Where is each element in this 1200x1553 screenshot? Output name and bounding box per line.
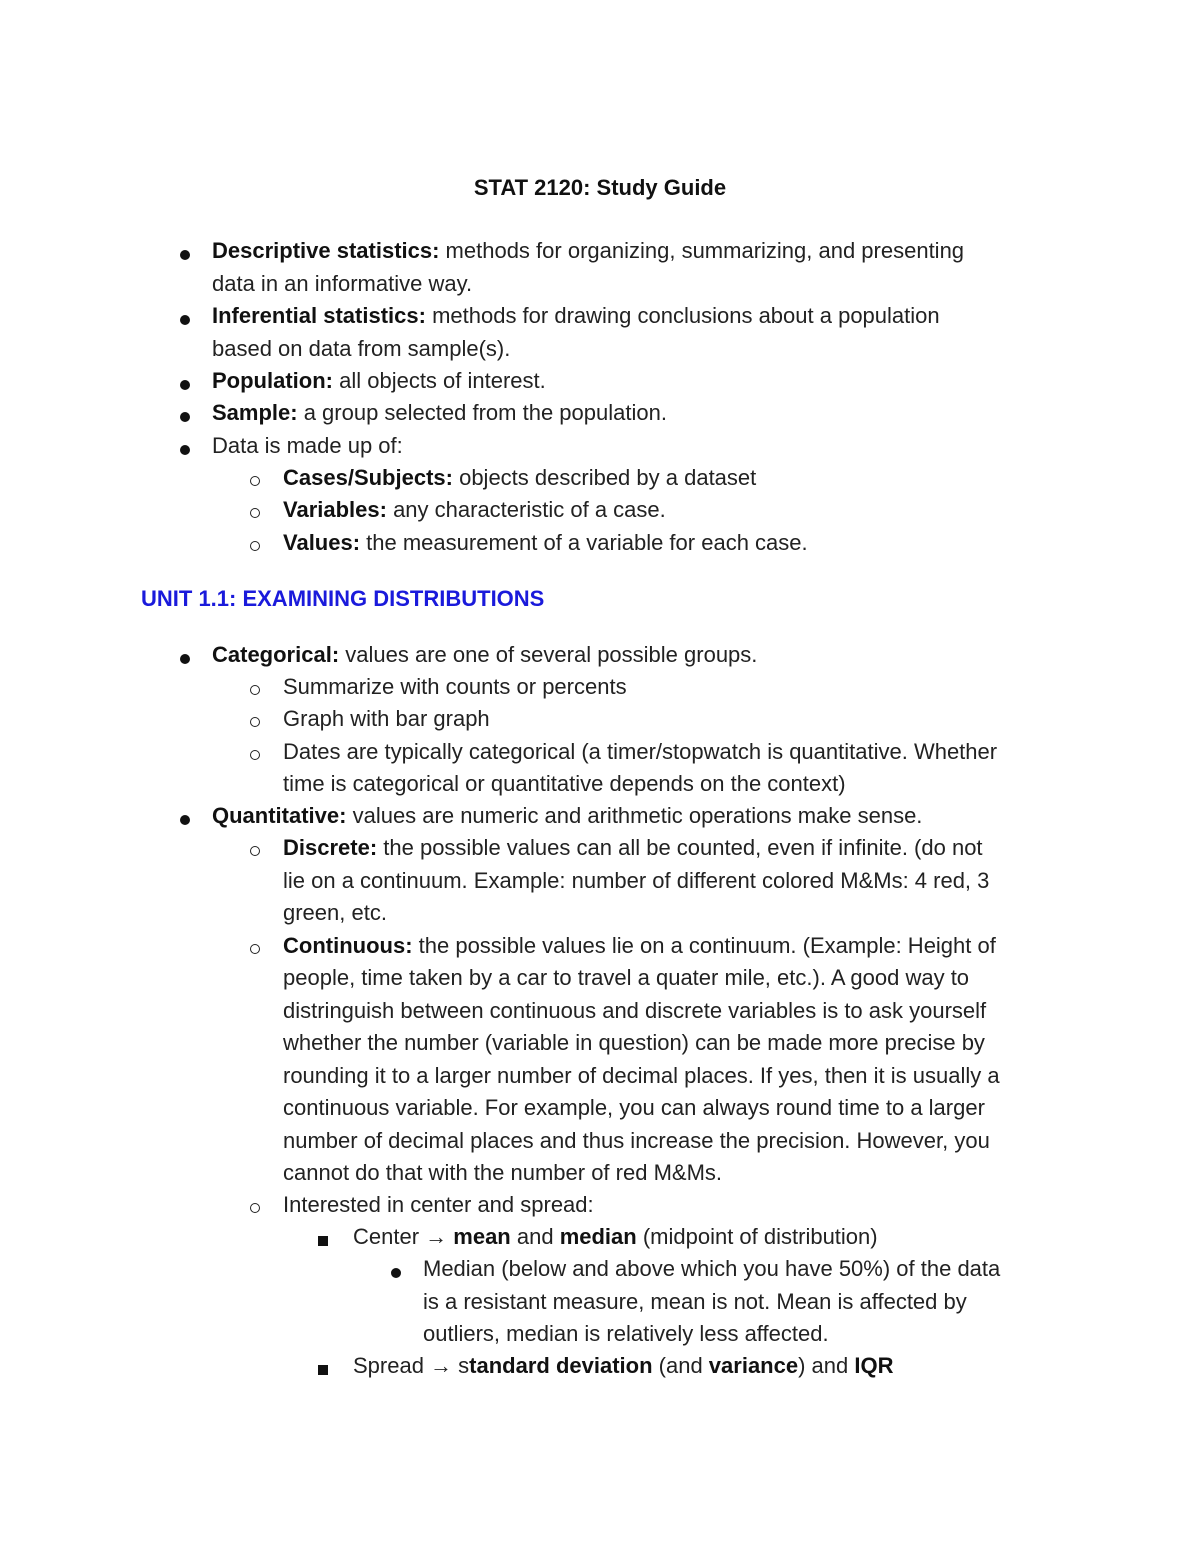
list-item-data-made-up: Data is made up of: (212, 433, 403, 458)
list-item-graph: Graph with bar graph (283, 706, 490, 731)
list-item-descriptive (212, 235, 964, 268)
definition-text: all objects of interest. (332, 368, 546, 393)
bullet-circle-icon (250, 685, 260, 695)
list-item-continuation: rounding it to a larger number of decimal places. If yes, then it is usually a (283, 1063, 1000, 1088)
list-item-interested: Interested in center and spread: (283, 1192, 594, 1217)
list-item-continuation: whether the number (variable in question) can be made more precise by (283, 1030, 985, 1055)
definition-text: methods for organizing, summarizing, and presenting (439, 238, 965, 263)
list-item-values (283, 527, 808, 560)
definition-text: objects described by a dataset (452, 465, 757, 490)
term-standard-deviation: tandard deviation (469, 1353, 653, 1378)
definition-text: the possible values can all be counted, even if infinite. (do not (377, 835, 983, 860)
term-label: Values: (283, 530, 361, 555)
bullet-circle-icon (250, 508, 260, 518)
bullet-dot-icon (180, 654, 190, 664)
definition-text: any characteristic of a case. (386, 497, 666, 522)
list-item-continuation: is a resistant measure, mean is not. Mean is affected by (423, 1289, 967, 1314)
list-item-inferential (212, 300, 940, 333)
list-item-continuation: distringuish between continuous and discrete variables is to ask yourself (283, 998, 987, 1023)
bullet-circle-icon (250, 846, 260, 856)
spread-prefix: Spread → s (353, 1353, 470, 1378)
term-label: Cases/Subjects: (283, 465, 453, 490)
list-item-center (353, 1221, 878, 1254)
term-iqr: IQR (854, 1353, 894, 1378)
list-item-continuation: lie on a continuum. Example: number of different colored M&Ms: 4 red, 3 (283, 868, 990, 893)
term-label: Sample: (212, 400, 298, 425)
term-label: Continuous: (283, 933, 413, 958)
bullet-dot-icon (180, 412, 190, 422)
bullet-circle-icon (250, 944, 260, 954)
term-label: Variables: (283, 497, 387, 522)
definition-text: methods for drawing conclusions about a population (425, 303, 940, 328)
bullet-circle-icon (250, 717, 260, 727)
list-item-spread (353, 1350, 893, 1383)
list-item-continuation: time is categorical or quantitative depends on the context) (283, 771, 846, 796)
list-item-continuation: number of decimal places and thus increase the precision. However, you (283, 1128, 990, 1153)
list-item-population (212, 365, 546, 398)
list-item-continuation: based on data from sample(s). (212, 336, 511, 361)
list-item-summarize: Summarize with counts or percents (283, 674, 627, 699)
bullet-circle-icon (250, 541, 260, 551)
spread-mid2: ) and (798, 1353, 855, 1378)
list-item-sample (212, 397, 667, 430)
list-item-continuation: cannot do that with the number of red M&Ms. (283, 1160, 723, 1185)
list-item-median-note: Median (below and above which you have 50%) of the data (423, 1256, 1001, 1281)
section-heading: UNIT 1.1: EXAMINING DISTRIBUTIONS (141, 586, 545, 611)
definition-text: the measurement of a variable for each case. (360, 530, 808, 555)
term-label: Categorical: (212, 642, 340, 667)
bullet-circle-icon (250, 476, 260, 486)
bullet-circle-icon (250, 750, 260, 760)
list-item-continuation: people, time taken by a car to travel a quater mile, etc.). A good way to (283, 965, 970, 990)
bullet-dot-icon (180, 315, 190, 325)
list-item-categorical (212, 639, 757, 672)
document-title: STAT 2120: Study Guide (473, 175, 727, 200)
term-label: Inferential statistics: (212, 303, 426, 328)
term-mean: mean (453, 1224, 511, 1249)
term-label: Discrete: (283, 835, 378, 860)
list-item-continuation: green, etc. (283, 900, 387, 925)
bullet-square-icon (318, 1236, 328, 1246)
term-label: Quantitative: (212, 803, 347, 828)
list-item-cases (283, 462, 756, 495)
term-label: Descriptive statistics: (212, 238, 440, 263)
bullet-circle-icon (250, 1203, 260, 1213)
definition-text: values are one of several possible groups. (339, 642, 758, 667)
term-median: median (559, 1224, 637, 1249)
center-suffix: (midpoint of distribution) (636, 1224, 878, 1249)
list-item-continuation: data in an informative way. (212, 271, 473, 296)
list-item-continuation: outliers, median is relatively less affected. (423, 1321, 829, 1346)
definition-text: the possible values lie on a continuum. (Example: Height of (412, 933, 996, 958)
term-label: Population: (212, 368, 333, 393)
list-item-discrete (283, 832, 983, 865)
definition-text: values are numeric and arithmetic operations make sense. (346, 803, 923, 828)
list-item-continuous (283, 930, 996, 963)
list-item-dates: Dates are typically categorical (a timer/stopwatch is quantitative. Whether (283, 739, 998, 764)
spread-mid: (and (652, 1353, 709, 1378)
list-item-continuation: continuous variable. For example, you can always round time to a larger (283, 1095, 985, 1120)
center-prefix: Center → (353, 1224, 454, 1249)
bullet-square-icon (318, 1365, 328, 1375)
list-item-quantitative (212, 800, 922, 833)
conjunction-text: and (510, 1224, 560, 1249)
bullet-dot-icon (391, 1268, 401, 1278)
bullet-dot-icon (180, 445, 190, 455)
definition-text: a group selected from the population. (297, 400, 667, 425)
bullet-dot-icon (180, 380, 190, 390)
list-item-variables (283, 494, 666, 527)
bullet-dot-icon (180, 250, 190, 260)
term-variance: variance (708, 1353, 799, 1378)
bullet-dot-icon (180, 815, 190, 825)
